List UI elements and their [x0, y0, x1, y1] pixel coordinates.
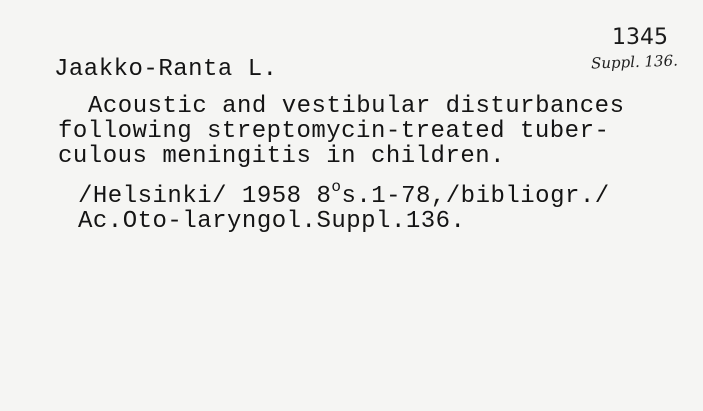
handwritten-note: Suppl. 136.	[590, 51, 679, 73]
title-line-3: culous meningitis in children.	[58, 143, 506, 170]
publication-pages-bibliography: s.1-78,/bibliogr./	[341, 183, 610, 210]
publication-line-1	[78, 178, 610, 211]
format-superscript: o	[331, 178, 342, 196]
title-line-2: following streptomycin-treated tuber-	[58, 118, 610, 145]
title-line-1: Acoustic and vestibular disturbances	[88, 93, 625, 120]
publication-series: Ac.Oto-laryngol.Suppl.136.	[78, 208, 466, 235]
author-name: Jaakko-Ranta L.	[54, 56, 278, 83]
publication-place-year-format: /Helsinki/ 1958 8	[78, 183, 332, 210]
catalog-number: 1345	[612, 25, 668, 50]
